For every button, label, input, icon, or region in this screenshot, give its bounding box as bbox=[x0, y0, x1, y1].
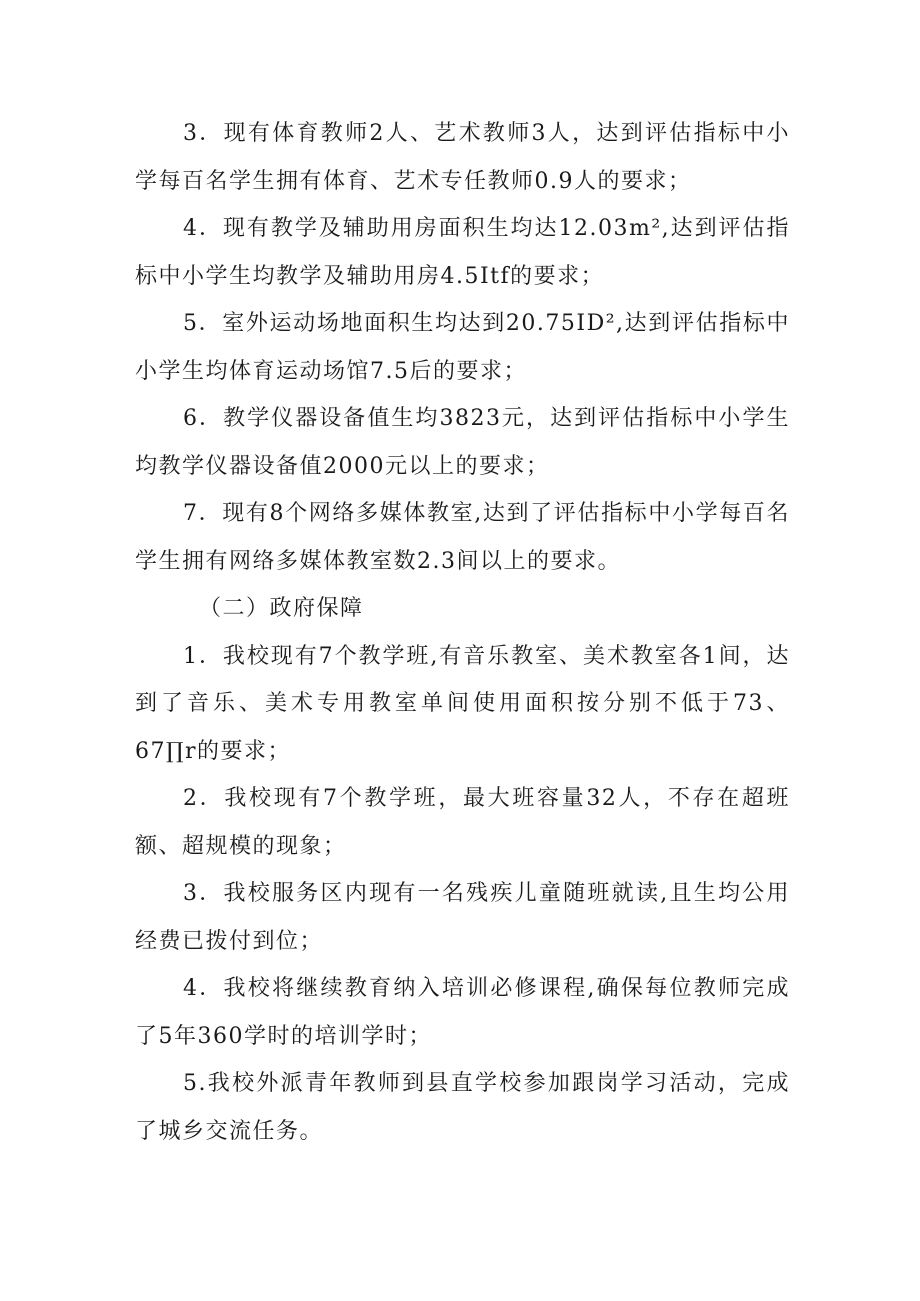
document-body bbox=[135, 110, 790, 1155]
paragraph-equipment-value: 6．教学仪器设备值生均3823元，达到评估指标中小学生均教学仪器设备值2000元以上的要求； bbox=[135, 406, 790, 479]
section-heading-government: （二）政府保障 bbox=[199, 596, 364, 621]
paragraph-teachers: 3．现有体育教师2人、艺术教师3人，达到评估指标中小学每百名学生拥有体育、艺术专任教师0.9人的要求； bbox=[135, 121, 790, 194]
paragraph-exchange: 5.我校外派青年教师到县直学校参加跟岗学习活动，完成了城乡交流任务。 bbox=[135, 1071, 790, 1144]
paragraph-sports-field: 5．室外运动场地面积生均达到20.75ID²,达到评估指标中小学生均体育运动场馆7.5后的要求； bbox=[135, 311, 790, 384]
paragraph-art-rooms: 1．我校现有7个教学班,有音乐教室、美术教室各1间，达到了音乐、美术专用教室单间使用面积按分别不低于73、67∏r的要求； bbox=[135, 643, 790, 764]
paragraph-building-area: 4．现有教学及辅助用房面积生均达12.03m²,达到评估指标中小学生均教学及辅助用房4.5Itf的要求； bbox=[135, 216, 790, 289]
paragraph-training: 4．我校将继续教育纳入培训必修课程,确保每位教师完成了5年360学时的培训学时； bbox=[135, 976, 790, 1049]
paragraph-class-size: 2．我校现有7个教学班，最大班容量32人，不存在超班额、超规模的现象； bbox=[135, 786, 790, 859]
paragraph-special-needs: 3．我校服务区内现有一名残疾儿童随班就读,且生均公用经费已拨付到位； bbox=[135, 881, 790, 954]
paragraph-multimedia-rooms: 7．现有8个网络多媒体教室,达到了评估指标中小学每百名学生拥有网络多媒体教室数2.3间以上的要求。 bbox=[135, 501, 790, 574]
